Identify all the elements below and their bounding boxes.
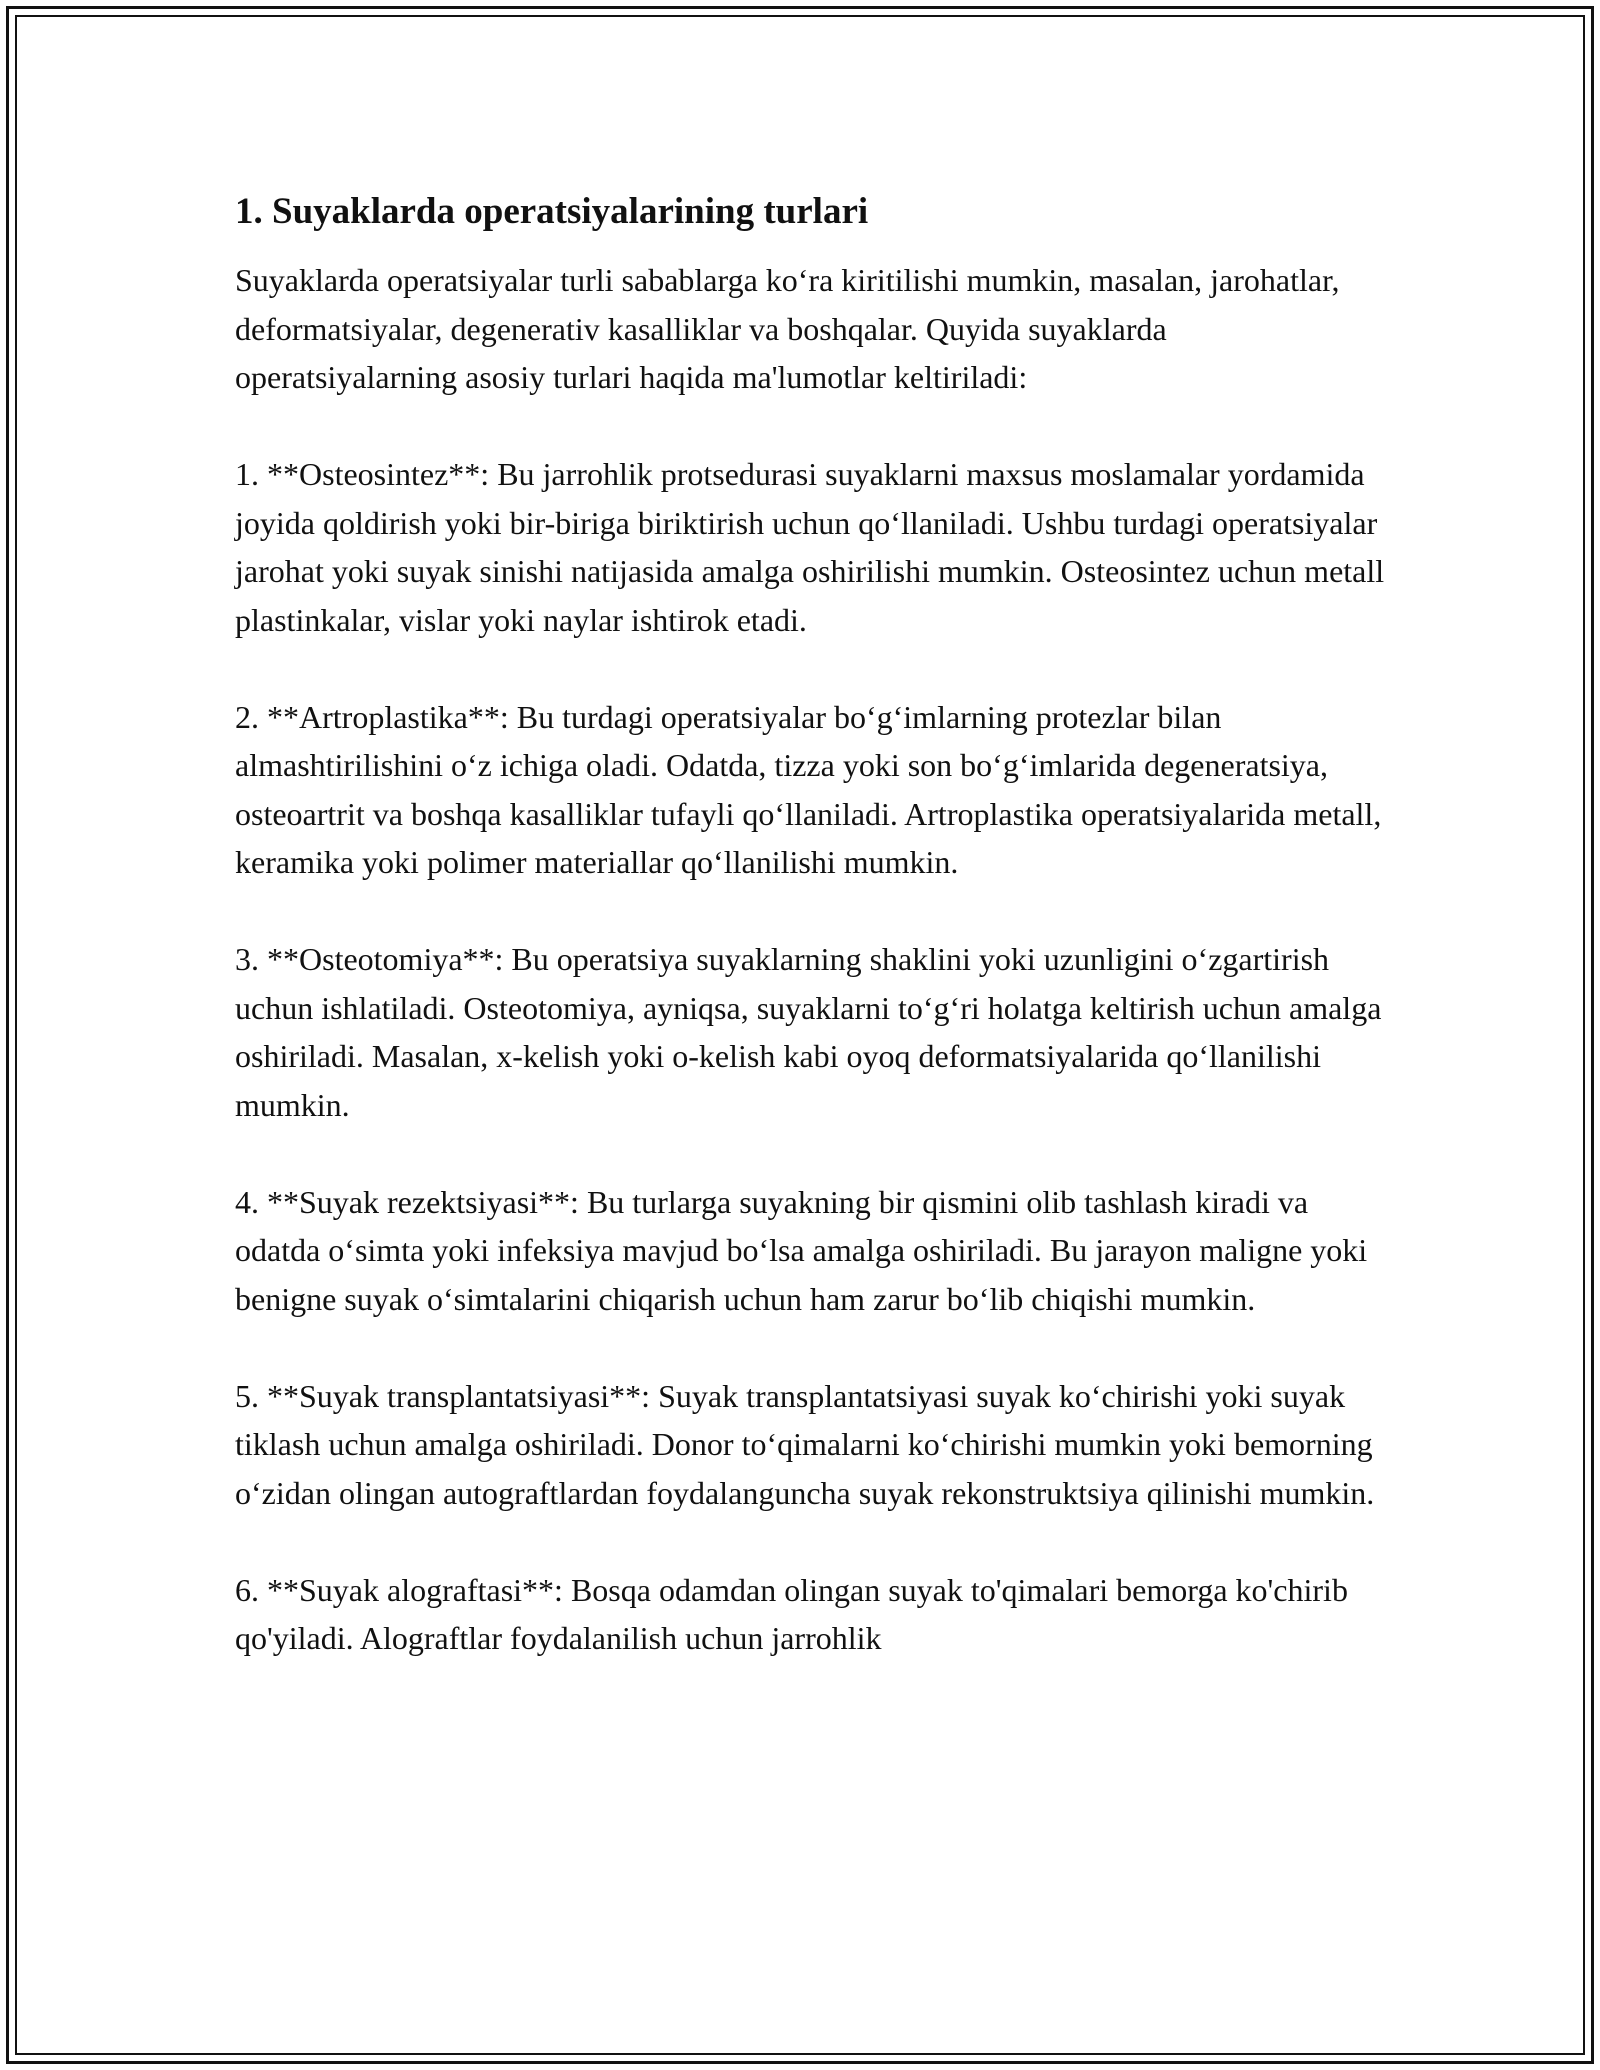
intro-paragraph: Suyaklarda operatsiyalar turli sabablarga ko‘ra kiritilishi mumkin, masalan, jarohatlar, deformatsiyalar, degenerativ kasalliklar va boshqalar. Quyida suyaklarda operatsiyalarning asosiy turlari haqida ma'lumotlar keltiriladi: [235,262,1340,395]
list-item-suyak-alograftasi: 6. **Suyak alograftasi**: Bosqa odamdan olingan suyak to'qimalari bemorga ko'chirib qo'yiladi. Alograftlar foydalanilish uchun jarrohlik [235,1571,1348,1656]
document-body [235,188,1390,1663]
section-heading: 1. Suyaklarda operatsiyalarining turlari [235,191,869,232]
list-item-artroplastika: 2. **Artroplastika**: Bu turdagi operatsiyalar bo‘g‘imlarning protezlar bilan almashtirilishini o‘z ichiga oladi. Odatda, tizza yoki son bo‘g‘imlarida degeneratsiya, osteoartrit va boshqa kasalliklar tufayli qo‘llaniladi. Artroplastika operatsiyalarida metall, keramika yoki polimer materiallar qo‘llanilishi mumkin. [235,698,1382,880]
list-item-suyak-transplantatsiyasi: 5. **Suyak transplantatsiyasi**: Suyak transplantatsiyasi suyak ko‘chirishi yoki suyak tiklash uchun amalga oshiriladi. Donor to‘qimalarni ko‘chirishi mumkin yoki bemorning o‘zidan olingan autograftlardan foydalanguncha suyak rekonstruktsiya qilinishi mumkin. [235,1377,1375,1511]
list-item-osteotomiya: 3. **Osteotomiya**: Bu operatsiya suyaklarning shaklini yoki uzunligini o‘zgartirish uchun ishlatiladi. Osteotomiya, ayniqsa, suyaklarni to‘g‘ri holatga keltirish uchun amalga oshiriladi. Masalan, x-kelish yoki o-kelish kabi oyoq deformatsiyalarida qo‘llanilishi mumkin. [235,941,1382,1123]
list-item-osteosintez: 1. **Osteosintez**: Bu jarrohlik protsedurasi suyaklarni maxsus moslamalar yordamida joyida qoldirish yoki bir-biriga biriktirish uchun qo‘llaniladi. Ushbu turdagi operatsiyalar jarohat yoki suyak sinishi natijasida amalga oshirilishi mumkin. Osteosintez uchun metall plastinkalar, vislar yoki naylar ishtirok etadi. [235,456,1385,638]
list-item-suyak-rezektsiyasi: 4. **Suyak rezektsiyasi**: Bu turlarga suyakning bir qismini olib tashlash kiradi va odatda o‘simta yoki infeksiya mavjud bo‘lsa amalga oshiriladi. Bu jarayon maligne yoki benigne suyak o‘simtalarini chiqarish uchun ham zarur bo‘lib chiqishi mumkin. [235,1183,1368,1317]
